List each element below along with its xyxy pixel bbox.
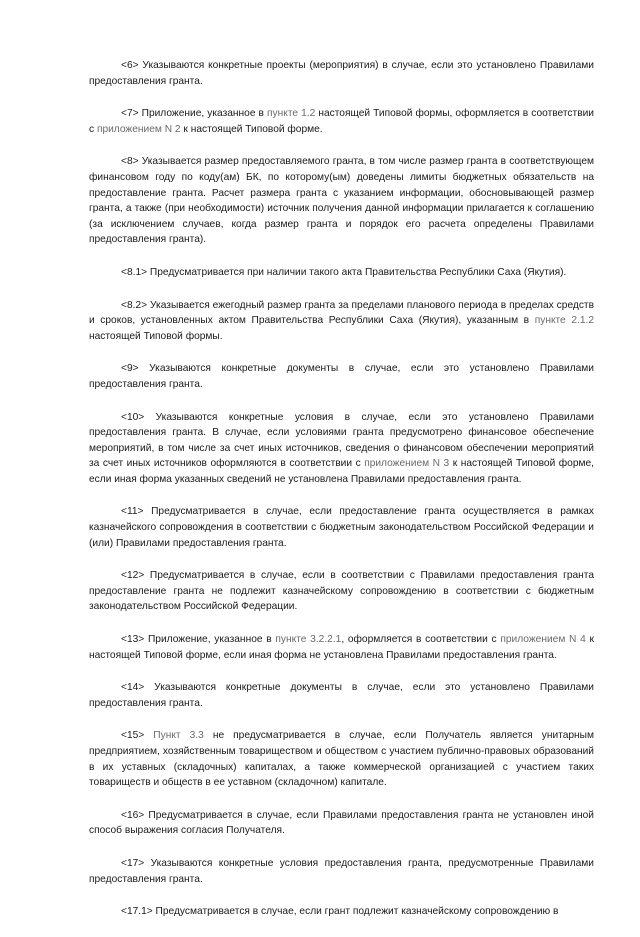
document-page xyxy=(89,58,594,937)
footnote-text: <11> Предусматривается в случае, если предоставление гранта осуществляется в рамках казначейского сопровождения в соответствии с бюджетным законодательством Российской Федерации и (или) Правилами предоставления гранта. xyxy=(89,506,594,549)
document-reference-link[interactable]: Пункт 3.3 xyxy=(153,730,204,742)
footnote-paragraph xyxy=(89,106,594,137)
footnote-text: <15> xyxy=(121,730,154,742)
footnote-paragraph xyxy=(89,265,594,281)
footnote-paragraph xyxy=(89,154,594,248)
document-reference-link[interactable]: пункте 3.2.2.1 xyxy=(275,634,342,646)
footnote-paragraph xyxy=(89,680,594,711)
footnote-text: <10> Указываются конкретные условия в случае, если это установлено Правилами предоставления гранта. В случае, если условиями гранта предусмотрено финансовое обеспечение мероприятий, в том числе за счет иных источников, сведения о финансовом обеспечении мероприятий за счет иных источников оформляются в соответствии с xyxy=(89,411,594,470)
footnote-paragraph xyxy=(89,504,594,551)
footnote-text: <16> Предусматривается в случае, если Правилами предоставления гранта не установлен иной способ выражения согласия Получателя. xyxy=(89,809,594,837)
footnote-text: <9> Указываются конкретные документы в случае, если это установлено Правилами предоставления гранта. xyxy=(89,363,594,390)
footnote-paragraph xyxy=(89,361,594,392)
footnote-paragraph xyxy=(89,298,594,345)
footnote-text: <8.1> Предусматривается при наличии такого акта Правительства Республики Саха (Якутия). xyxy=(121,266,567,278)
footnote-text: <13> Приложение, указанное в xyxy=(121,634,276,646)
footnote-text: , оформляется в соответствии с xyxy=(341,634,501,646)
document-reference-link[interactable]: пункте 1.2 xyxy=(267,108,316,120)
footnote-paragraph xyxy=(89,632,594,663)
document-reference-link[interactable]: приложением N 2 xyxy=(96,123,181,135)
footnote-text: <17.1> Предусматривается в случае, если грант подлежит казначейскому сопровождению в xyxy=(121,906,559,918)
footnote-text: <6> Указываются конкретные проекты (мероприятия) в случае, если это установлено Правилами предоставления гранта. xyxy=(89,60,594,87)
footnote-paragraph xyxy=(89,58,594,89)
footnote-text: настоящей Типовой формы, оформляется в соответствии с xyxy=(89,108,594,135)
footnote-text: к настоящей Типовой форме. xyxy=(180,123,323,135)
footnote-paragraph xyxy=(89,808,594,839)
footnote-text: <17> Указываются конкретные условия предоставления гранта, предусмотренные Правилами предоставления гранта. xyxy=(89,857,594,885)
footnote-text: <8> Указывается размер предоставляемого гранта, в том числе размер гранта в соответствующем финансовом году по коду(ам) БК, по которому(ым) доведены лимиты бюджетных обязательств на предоставление гранта. Расчет размера гранта с указанием информации, обосновывающей размер гранта, а также (при необходимости) источник получения данной информации прилагается к соглашению (за исключением случаев, когда размер гранта и порядок его расчета определены Правилами предоставления гранта). xyxy=(89,156,594,246)
footnote-text: <14> Указываются конкретные документы в случае, если это установлено Правилами предоставления гранта. xyxy=(89,682,594,709)
footnote-text: настоящей Типовой формы. xyxy=(89,330,223,342)
footnote-paragraph xyxy=(89,568,594,615)
footnote-text: к настоящей Типовой форме, если иная форма не установлена Правилами предоставления гранта. xyxy=(89,634,595,661)
footnote-text: <7> Приложение, указанное в xyxy=(121,108,268,120)
footnote-paragraph xyxy=(89,410,594,488)
footnote-text: не предусматривается в случае, если Получатель является унитарным предприятием, хозяйственным товариществом и обществом с участием публично-правовых образований в их уставных (складочных) капиталах, а также коммерческой организацией с участием таких товариществ и обществ в ее уставном (складочном) капитале. xyxy=(89,730,594,789)
document-reference-link[interactable]: пункте 2.1.2 xyxy=(534,315,594,327)
footnote-text: <12> Предусматривается в случае, если в соответствии с Правилами предоставления гранта предоставление гранта не подлежит казначейскому сопровождению в соответствии с бюджетным законодательством Российской Федерации. xyxy=(89,570,594,613)
footnote-text: <8.2> Указывается ежегодный размер гранта за пределами планового периода в пределах средств и сроков, установленных актом Правительства Республики Саха (Якутия), указанным в xyxy=(89,299,594,327)
footnote-paragraph xyxy=(89,728,594,790)
footnote-paragraph xyxy=(89,856,594,887)
footnote-paragraph xyxy=(89,904,594,920)
footnote-text: к настоящей Типовой форме, если иная форма указанных сведений не установлена Правилами предоставления гранта. xyxy=(89,458,594,485)
document-reference-link[interactable]: приложением N 4 xyxy=(500,634,586,646)
document-reference-link[interactable]: приложением N 3 xyxy=(364,458,450,470)
